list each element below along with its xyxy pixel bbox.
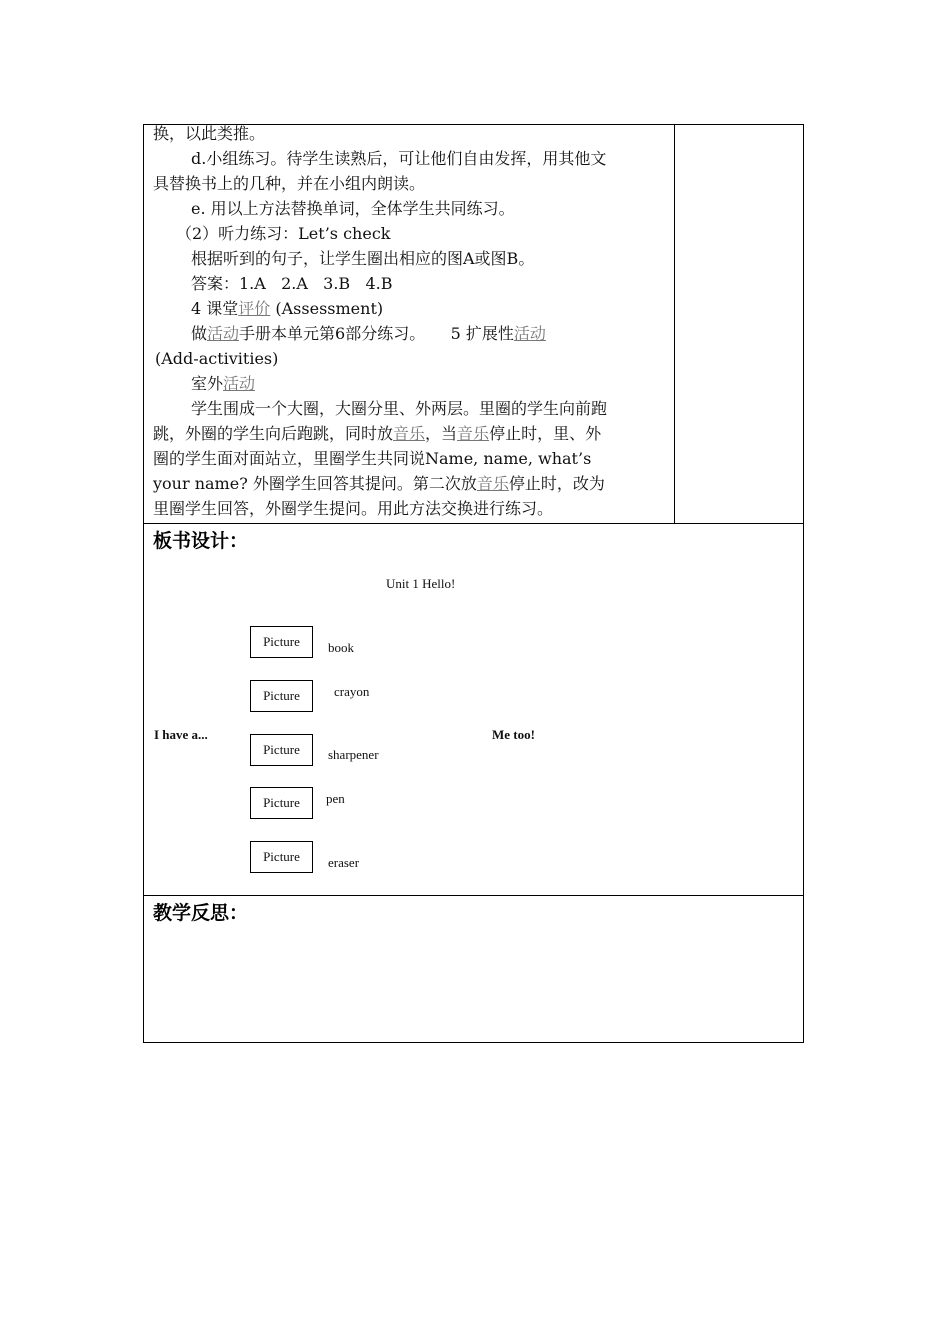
procedure-line (153, 449, 591, 469)
picture-box: Picture (250, 680, 313, 712)
word-eraser: eraser (328, 855, 360, 870)
word-book: book (328, 640, 354, 655)
text-segment: 停止时，改为 (508, 474, 605, 493)
text-segment: 答案：1.A 2.A 3.B 4.B (191, 274, 393, 293)
procedure-line (155, 349, 278, 369)
text-segment: your name? 外圈学生回答其提问。第二次放 (153, 474, 477, 493)
row-divider-reflection (143, 895, 804, 896)
word-sharpener: sharpener (328, 747, 379, 762)
procedure-line (191, 274, 392, 294)
column-divider (674, 124, 675, 524)
picture-box: Picture (250, 626, 313, 658)
procedure-line (176, 224, 390, 244)
text-segment: 跳，外圈的学生向后跑跳，同时放 (153, 424, 394, 443)
text-segment: 圈的学生面对面站立，里圈学生共同说Name, name, what’s (153, 449, 592, 468)
procedure-line (191, 324, 546, 344)
keyword-link: 活动 (207, 324, 240, 343)
text-segment: 具替换书上的几种，并在小组内朗读。 (153, 174, 426, 193)
board-design-heading: 板书设计： (153, 530, 249, 552)
text-segment: 里圈学生回答，外圈学生提问。用此方法交换进行练习。 (153, 499, 554, 518)
keyword-link: 活动 (513, 324, 546, 343)
text-segment: (Add-activities) (155, 349, 279, 368)
row-divider-board (143, 523, 804, 524)
word-crayon: crayon (334, 684, 370, 699)
me-too-label: Me too! (492, 727, 535, 742)
keyword-link: 音乐 (393, 424, 426, 443)
keyword-link: 音乐 (457, 424, 490, 443)
procedure-line (191, 299, 383, 319)
procedure-line (153, 424, 601, 444)
procedure-line (191, 399, 607, 419)
reflection-heading: 教学反思： (153, 902, 249, 924)
procedure-line (153, 499, 553, 519)
text-segment: e. 用以上方法替换单词，全体学生共同练习。 (191, 199, 515, 218)
word-pen: pen (326, 791, 345, 806)
text-segment: 停止时，里、外 (489, 424, 602, 443)
keyword-link: 音乐 (476, 474, 509, 493)
procedure-line (191, 199, 515, 219)
text-segment: 4 课堂 (191, 299, 239, 318)
picture-box: Picture (250, 787, 313, 819)
keyword-link: 活动 (223, 374, 256, 393)
text-segment: 换，以此类推。 (153, 124, 266, 143)
procedure-line (153, 174, 425, 194)
unit-title: Unit 1 Hello! (386, 576, 456, 591)
procedure-line (191, 374, 255, 394)
picture-box: Picture (250, 841, 313, 873)
text-segment: 手册本单元第6部分练习。 5 扩展性 (239, 324, 514, 343)
procedure-line (153, 124, 265, 144)
procedure-line (191, 249, 534, 269)
text-segment: 根据听到的句子，让学生圈出相应的图A或图B。 (191, 249, 535, 268)
procedure-line (191, 149, 606, 169)
procedure-line (153, 474, 605, 494)
picture-box: Picture (250, 734, 313, 766)
text-segment: 学生围成一个大圈，大圈分里、外两层。里圈的学生向前跑 (191, 399, 608, 418)
i-have-a-label: I have a... (154, 727, 208, 742)
keyword-link: 评价 (238, 299, 271, 318)
text-segment: 做 (191, 324, 208, 343)
text-segment: ，当 (425, 424, 458, 443)
text-segment: d.小组练习。待学生读熟后，可让他们自由发挥，用其他文 (191, 149, 607, 168)
text-segment: (Assessment) (270, 299, 384, 318)
text-segment: （2）听力练习：Let’s check (176, 224, 391, 243)
text-segment: 室外 (191, 374, 224, 393)
